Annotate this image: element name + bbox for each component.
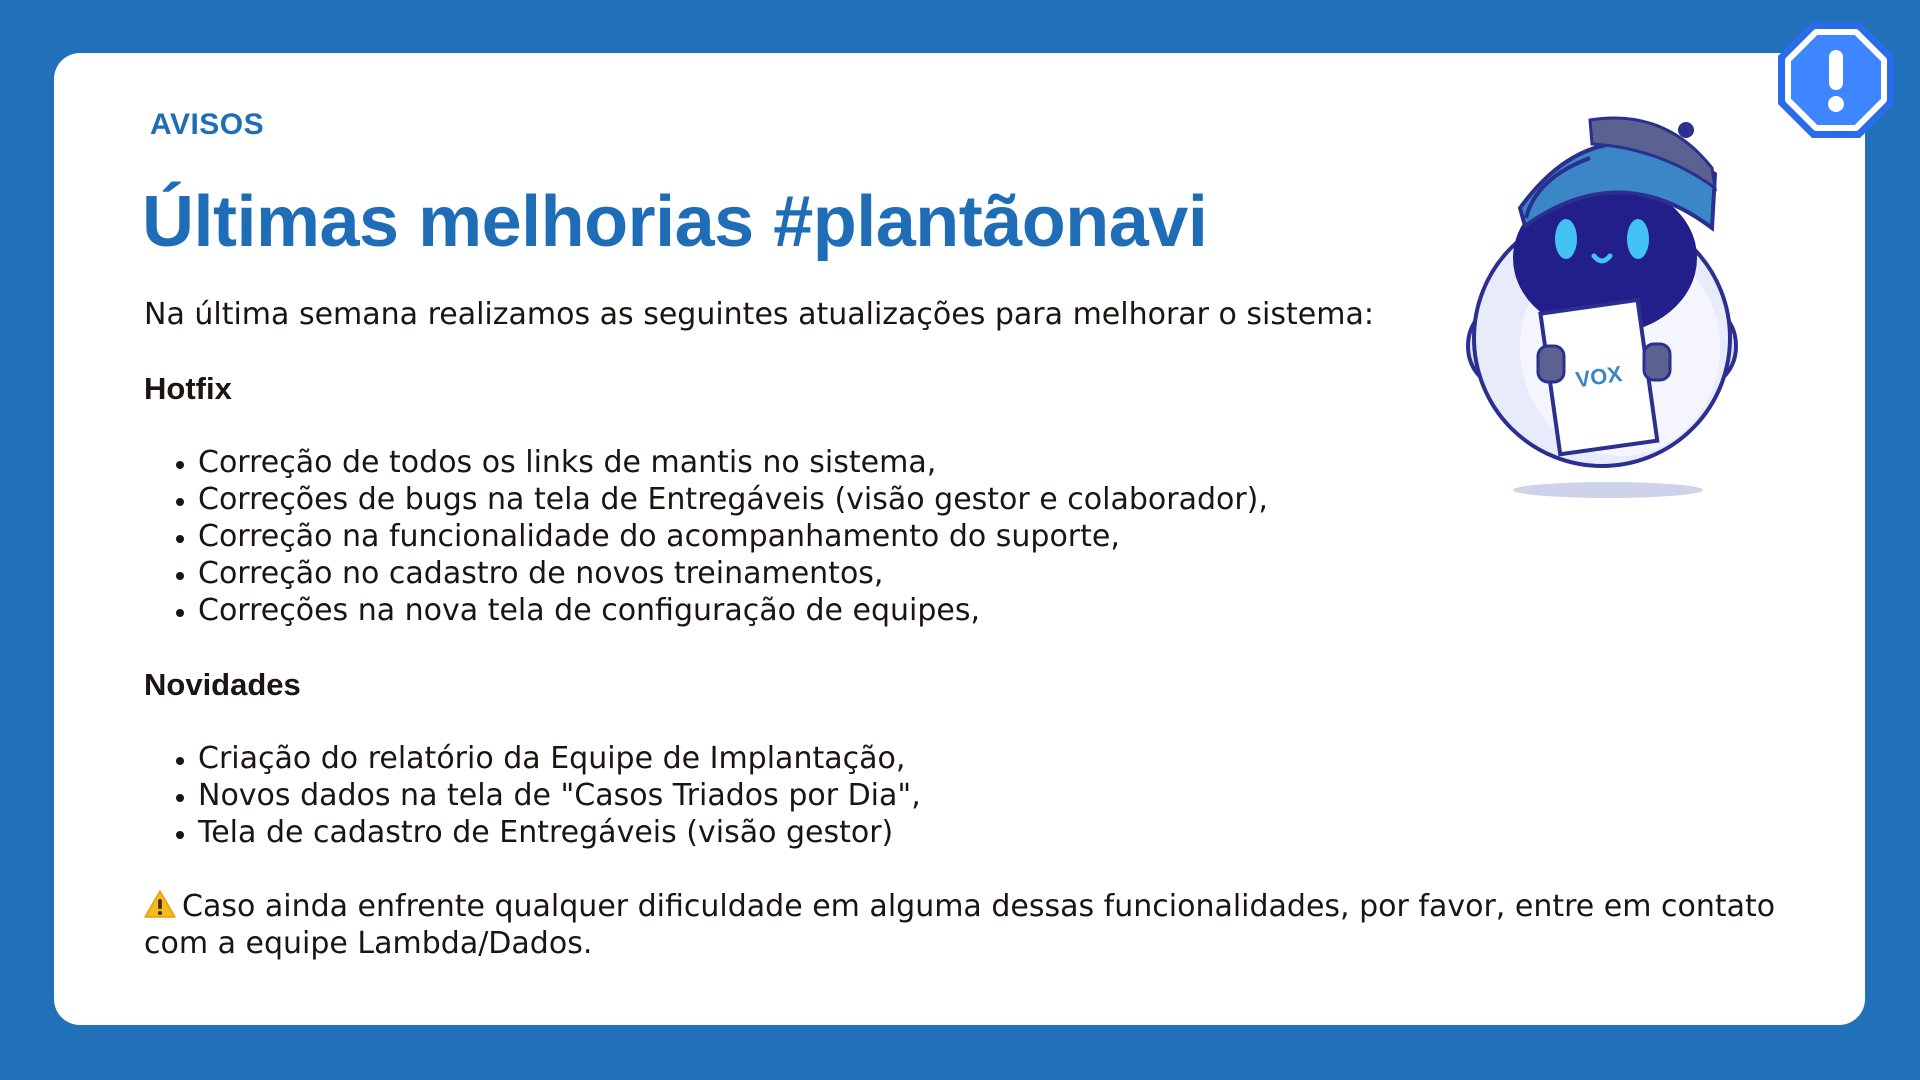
page-title: Últimas melhorias #plantãonavi xyxy=(142,182,1208,262)
list-item: • Novos dados na tela de "Casos Triados por Dia", xyxy=(198,777,1784,814)
footer-note-text: Caso ainda enfrente qualquer dificuldade em alguma dessas funcionalidades, por favor, entre em contato com a equipe Lambda/Dados. xyxy=(144,889,1776,961)
section-kicker: AVISOS xyxy=(150,108,265,141)
warning-icon xyxy=(144,889,176,919)
novidades-heading: Novidades xyxy=(144,667,301,702)
paper-logo: VOX xyxy=(1574,361,1624,393)
list-item: • Correção no cadastro de novos treinamentos, xyxy=(198,555,1784,592)
robot-mascot xyxy=(1450,108,1750,508)
list-item: • Correção na funcionalidade do acompanhamento do suporte, xyxy=(198,518,1784,555)
footer-note xyxy=(144,888,1784,962)
list-item: • Tela de cadastro de Entregáveis (visão gestor) xyxy=(198,814,1784,851)
list-item: • Correções de bugs na tela de Entregáveis (visão gestor e colaborador), xyxy=(198,481,1784,518)
list-item: • Criação do relatório da Equipe de Implantação, xyxy=(198,740,1784,777)
list-item: • Correções na nova tela de configuração de equipes, xyxy=(198,592,1784,629)
intro-text: Na última semana realizamos as seguintes atualizações para melhorar o sistema: xyxy=(144,297,1374,332)
exclamation-alert-icon xyxy=(1772,16,1900,144)
hotfix-heading: Hotfix xyxy=(144,371,232,406)
list-item: • Correção de todos os links de mantis no sistema, xyxy=(198,444,1784,481)
novidades-list xyxy=(144,740,1784,851)
